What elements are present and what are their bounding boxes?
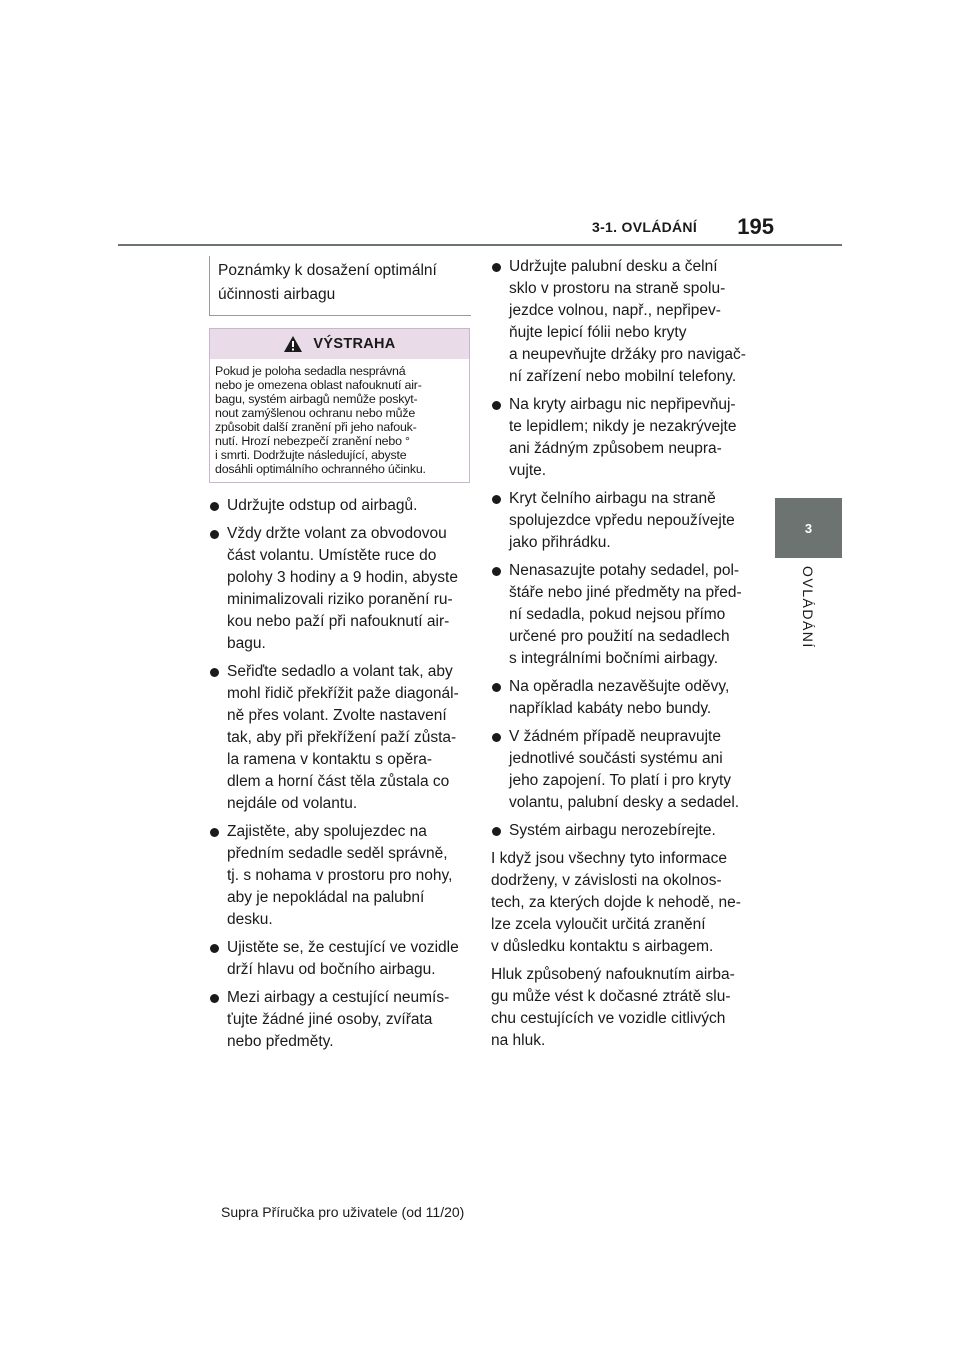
bullet-item xyxy=(491,726,756,814)
text-line: tj. s nohama v prostoru pro nohy, xyxy=(227,867,453,884)
bullet-dot-icon xyxy=(210,994,219,1003)
warning-box xyxy=(209,328,470,483)
text-line: i smrti. Dodržujte následující, abyste xyxy=(215,448,407,462)
text-line: dlem a horní část těla zůstala co xyxy=(227,773,450,790)
text-line: například kabáty nebo bundy. xyxy=(509,700,712,717)
text-line: Na kryty airbagu nic nepřipevňuj- xyxy=(509,396,736,413)
text-line: minimalizovali riziko poranění ru- xyxy=(227,591,453,608)
text-line: tak, aby při překřížení paží zůsta- xyxy=(227,729,457,746)
text-line: ťujte žádné jiné osoby, zvířata xyxy=(227,1011,433,1028)
text-line: Na opěradla nezavěšujte oděvy, xyxy=(509,678,730,695)
text-line: polohy 3 hodiny a 9 hodin, abyste xyxy=(227,569,458,586)
bullet-item xyxy=(491,394,756,482)
bullet-item xyxy=(209,937,471,981)
bullet-item xyxy=(209,661,471,815)
warning-triangle-icon xyxy=(283,335,303,353)
text-line: Udržujte palubní desku a čelní xyxy=(509,258,718,275)
text-line: Vždy držte volant za obvodovou xyxy=(227,525,447,542)
bullet-dot-icon xyxy=(210,668,219,677)
text-line: jednotlivé součásti systému ani xyxy=(509,750,723,767)
bullet-item xyxy=(209,523,471,655)
bullet-dot-icon xyxy=(492,567,501,576)
bullet-dot-icon xyxy=(492,495,501,504)
text-line: Kryt čelního airbagu na straně xyxy=(509,490,716,507)
page-number: 195 xyxy=(737,214,774,239)
bullet-item xyxy=(491,820,756,842)
header-rule xyxy=(118,244,842,246)
chapter-label: OVLÁDÁNÍ xyxy=(800,566,816,649)
footer: Supra Příručka pro uživatele (od 11/20) xyxy=(221,1204,465,1220)
left-column xyxy=(209,256,471,1059)
text-line: spolujezdce vpředu nepoužívejte xyxy=(509,512,735,529)
text-line: chu cestujících ve vozidle citlivých xyxy=(491,1010,726,1027)
text-line: bagu, systém airbagů nemůže poskyt- xyxy=(215,392,418,406)
left-bullet-list xyxy=(209,495,471,1053)
text-line: sklo v prostoru na straně spolu- xyxy=(509,280,726,297)
bullet-dot-icon xyxy=(492,683,501,692)
note-heading: Poznámky k dosažení optimální účinnosti airbagu xyxy=(209,256,471,316)
warning-text xyxy=(210,359,469,482)
text-line: určené pro použití na sedadlech xyxy=(509,628,730,645)
text-line: jeho zapojení. To platí i pro kryty xyxy=(509,772,732,789)
text-line: a neupevňujte držáky pro navigač- xyxy=(509,346,746,363)
text-line: předním sedadle seděl správně, xyxy=(227,845,448,862)
text-line: Systém airbagu nerozebírejte. xyxy=(509,822,716,839)
section-title: 3-1. OVLÁDÁNÍ xyxy=(592,219,698,235)
text-line: nebo je omezena oblast nafouknutí air- xyxy=(215,378,422,392)
text-line: jako přihrádku. xyxy=(509,534,611,551)
bullet-item xyxy=(209,987,471,1053)
bullet-dot-icon xyxy=(492,263,501,272)
text-line: Seřiďte sedadlo a volant tak, aby xyxy=(227,663,453,680)
text-line: dodrženy, v závislosti na okolnos- xyxy=(491,872,722,889)
text-line: kou nebo paží při nafouknutí air- xyxy=(227,613,450,630)
text-line: nebo předměty. xyxy=(227,1033,334,1050)
text-line: ani žádným způsobem neupra- xyxy=(509,440,722,457)
bullet-item xyxy=(491,560,756,670)
text-line: na hluk. xyxy=(491,1032,546,1049)
text-line: nutí. Hrozí nebezpečí zranění nebo ° xyxy=(215,434,410,448)
text-line: mohl řidič překřížit paže diagonál- xyxy=(227,685,459,702)
bullet-item xyxy=(491,256,756,388)
text-line: tech, za kterých dojde k nehodě, ne- xyxy=(491,894,741,911)
right-column xyxy=(491,256,756,1058)
text-line: Zajistěte, aby spolujezdec na xyxy=(227,823,427,840)
text-line: ní sedadla, pokud nejsou přímo xyxy=(509,606,726,623)
text-line: volantu, palubní desky a sedadel. xyxy=(509,794,740,811)
text-line: Mezi airbagy a cestující neumís- xyxy=(227,989,450,1006)
text-line: dosáhli optimálního ochranného účinku. xyxy=(215,462,426,476)
text-line: bagu. xyxy=(227,635,266,652)
text-line: ňujte lepicí fólii nebo kryty xyxy=(509,324,687,341)
text-line: V žádném případě neupravujte xyxy=(509,728,721,745)
bullet-item xyxy=(209,821,471,931)
bullet-dot-icon xyxy=(492,733,501,742)
text-line: Hluk způsobený nafouknutím airba- xyxy=(491,966,735,983)
text-line: vujte. xyxy=(509,462,547,479)
bullet-item xyxy=(491,676,756,720)
text-line: lze zcela vyloučit určitá zranění xyxy=(491,916,706,933)
text-line: la ramena v kontaktu s opěra- xyxy=(227,751,433,768)
chapter-number: 3 xyxy=(804,520,813,536)
text-line: ní zařízení nebo mobilní telefony. xyxy=(509,368,737,385)
warning-title: VÝSTRAHA xyxy=(313,336,396,352)
text-line: Ujistěte se, že cestující ve vozidle xyxy=(227,939,459,956)
chapter-tab xyxy=(775,498,842,558)
bullet-dot-icon xyxy=(492,401,501,410)
bullet-dot-icon xyxy=(492,827,501,836)
paragraph xyxy=(491,848,756,958)
bullet-dot-icon xyxy=(210,944,219,953)
text-line: jezdce volnou, např., nepřipev- xyxy=(509,302,721,319)
text-line: desku. xyxy=(227,911,273,928)
text-line: v důsledku kontaktu s airbagem. xyxy=(491,938,714,955)
text-line: způsobit další zranění při jeho nafouk- xyxy=(215,420,417,434)
text-line: Nenasazujte potahy sedadel, pol- xyxy=(509,562,740,579)
paragraphs xyxy=(491,848,756,1052)
text-line: drží hlavu od bočního airbagu. xyxy=(227,961,436,978)
text-line: část volantu. Umístěte ruce do xyxy=(227,547,437,564)
right-bullet-list xyxy=(491,256,756,842)
text-line: s integrálními bočními airbagy. xyxy=(509,650,719,667)
text-line: aby je nepokládal na palubní xyxy=(227,889,425,906)
text-line: štáře nebo jiné předměty na před- xyxy=(509,584,742,601)
bullet-dot-icon xyxy=(210,502,219,511)
bullet-dot-icon xyxy=(210,828,219,837)
warning-header xyxy=(210,329,469,359)
paragraph xyxy=(491,964,756,1052)
text-line: ně přes volant. Zvolte nastavení xyxy=(227,707,447,724)
bullet-dot-icon xyxy=(210,530,219,539)
bullet-item xyxy=(491,488,756,554)
text-line: nout zamýšlenou ochranu nebo může xyxy=(215,406,416,420)
bullet-item xyxy=(209,495,471,517)
text-line: gu může vést k dočasné ztrátě slu- xyxy=(491,988,731,1005)
text-line: te lepidlem; nikdy je nezakrývejte xyxy=(509,418,737,435)
text-line: Udržujte odstup od airbagů. xyxy=(227,497,418,514)
text-line: nejdále od volantu. xyxy=(227,795,358,812)
text-line: Pokud je poloha sedadla nesprávná xyxy=(215,364,406,378)
text-line: I když jsou všechny tyto informace xyxy=(491,850,728,867)
